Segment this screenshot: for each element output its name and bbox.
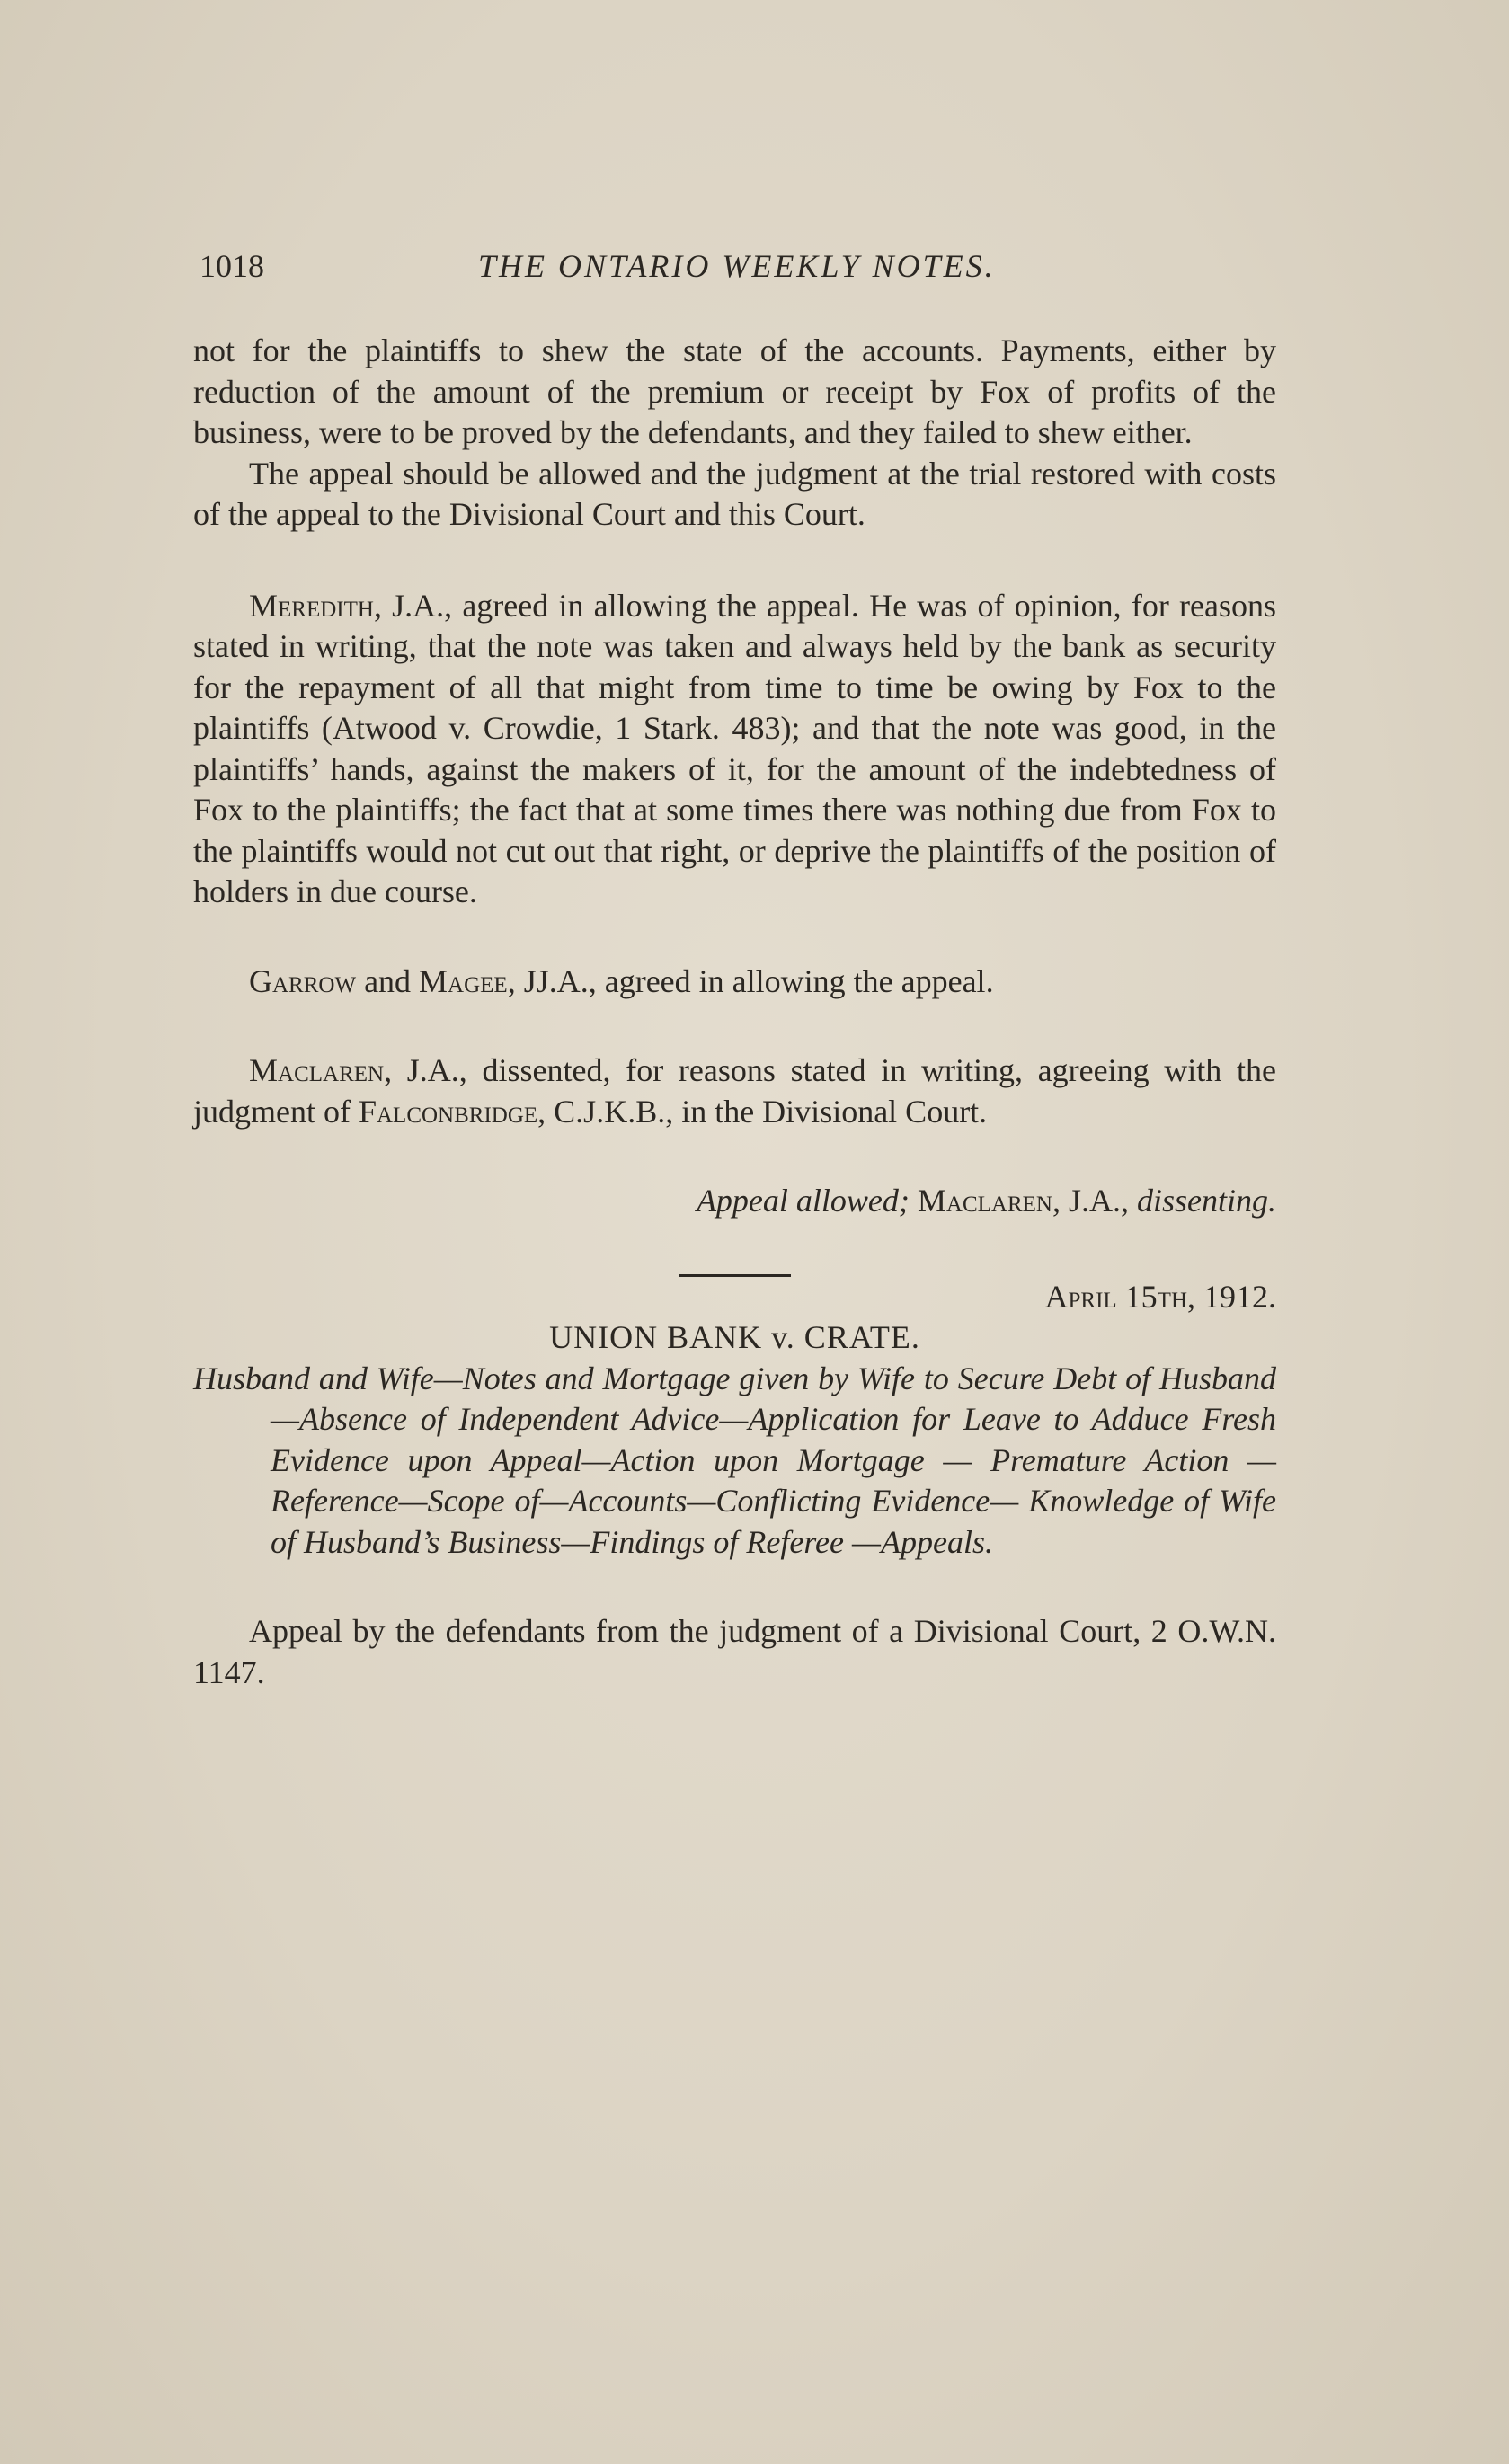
judge-name-maclaren: Maclaren <box>249 1052 385 1088</box>
judge-name-meredith: Meredith <box>249 587 374 624</box>
result-italic-2: dissenting. <box>1136 1183 1276 1219</box>
paragraph-appeal-intro: Appeal by the defendants from the judgment of a Divisional Court, 2 O.W.N. 1147. <box>193 1613 1276 1690</box>
result-judge-name: Maclaren <box>917 1183 1052 1219</box>
case-title: UNION BANK v. CRATE. <box>549 1319 920 1355</box>
case-headnote: Husband and Wife—Notes and Mortgage given by Wife to Secure Debt of Husband—Absence of Independent Advice—Application for Leave to Adduce Fresh Evidence upon Appeal—Action upon Mortgage — Premature Action — Reference—Scope of—Accounts—Conflicting Evidence— Knowledge of Wife of Husband’s Business—Findings of Referee —Appeals. <box>193 1360 1276 1560</box>
maclaren-text-2: , C.J.K.B., in the Divisional Court. <box>537 1093 988 1130</box>
spacer <box>193 1563 1276 1611</box>
judge-name-garrow: Garrow <box>249 962 357 999</box>
meredith-opinion-text: , J.A., agreed in allowing the appeal. He was of opinion, for reasons stated in writing, that the note was taken and always held by the bank as security for the repayment of all that might from time to time be owing by Fox to the plaintiffs (Atwood v. Crowdie, 1 Stark. 483); and that the note was good, in the plaintiffs’ hands, against the makers of it, for the amount of the indebtedness of Fox to the plaintiffs; the fact that at some times there was nothing due from Fox to the plaintiffs would not cut out that right, or deprive the plaintiffs of the position of holders in due course. <box>193 587 1276 909</box>
spacer <box>193 536 1276 586</box>
result-italic-1: Appeal allowed; <box>696 1183 918 1219</box>
spacer <box>193 1132 1276 1181</box>
result-text: , J.A., <box>1052 1183 1137 1219</box>
page-number: 1018 <box>200 248 264 284</box>
judge-name-falconbridge: Falconbridge <box>358 1093 538 1130</box>
page-header <box>200 247 1278 287</box>
conjunction-text: and <box>356 962 420 999</box>
paragraph-meredith <box>193 586 1276 913</box>
result-line <box>193 1181 1276 1222</box>
paragraph-appeal-allowed: The appeal should be allowed and the judgment at the trial restored with costs of the appeal to the Divisional Court and this Court. <box>193 455 1276 532</box>
paragraph-continuation: not for the plaintiffs to shew the state of the accounts. Payments, either by reduction of the amount of the premium or receipt by Fox of profits of the business, were to be proved by the defendants, and they failed to shew either. <box>193 332 1276 450</box>
case-date: April 15th, 1912. <box>1044 1278 1276 1315</box>
paragraph-maclaren <box>193 1050 1276 1132</box>
body-text <box>193 331 1276 1693</box>
garrow-magee-text: , JJ.A., agreed in allowing the appeal. <box>507 962 994 999</box>
spacer <box>193 913 1276 962</box>
paragraph-garrow-magee <box>193 962 1276 1003</box>
running-head: THE ONTARIO WEEKLY NOTES. <box>478 248 996 284</box>
maclaren-text-1: , J.A., dissented, for reasons stated in writing, agreeing with the judgment of <box>193 1052 1276 1130</box>
judge-name-magee: Magee <box>419 962 508 999</box>
spacer <box>193 1002 1276 1050</box>
